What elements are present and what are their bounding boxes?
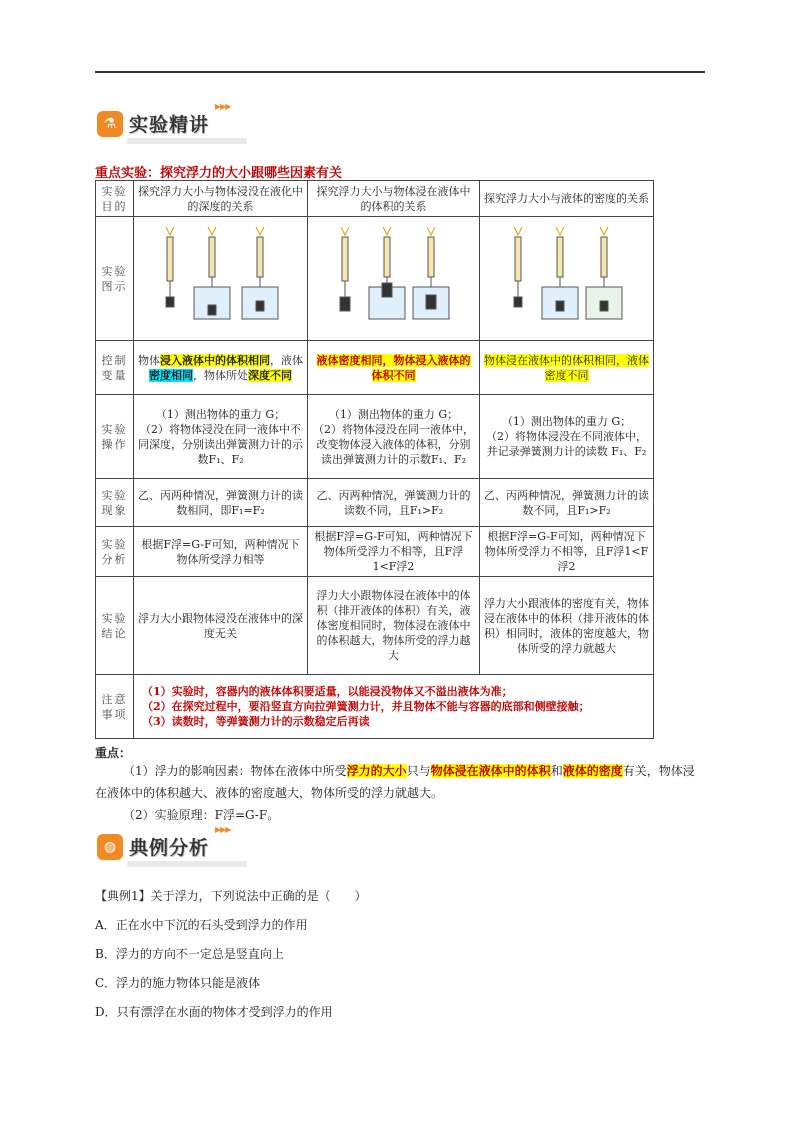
key-text: （1）浮力的影响因素：物体在液体中所受: [123, 764, 347, 778]
key-text: 和: [550, 764, 563, 778]
spring-scale-figure: [319, 221, 469, 337]
highlight-text: 物体浸在液体中的体积相同，液体密度不同: [484, 353, 649, 382]
arrows-icon: ▶▶▶: [215, 102, 231, 111]
cell-line: （2）将物体浸没在不同液体中，并记录弹簧测力计的读数 F₁、F₂: [486, 430, 647, 458]
table-cell: 根据F浮=G-F可知，两种情况下物体所受浮力相等: [134, 527, 308, 577]
cell-line: （2）将物体浸没在同一液体中不同深度，分别读出弹簧测力计的示数F₁、F₂: [138, 422, 303, 466]
section-title: 实验精讲: [129, 114, 210, 136]
table-cell: 探究浮力大小与物体浸没在液化中的深度的关系: [134, 181, 308, 217]
experiment-table: [95, 180, 654, 739]
experiment-title: 重点实验：探究浮力的大小跟哪些因素有关: [95, 166, 343, 181]
highlight-text: 深度不同: [248, 368, 292, 382]
section-header-examples: [97, 825, 231, 860]
table-cell: [134, 395, 308, 479]
key-text: 只与: [406, 764, 431, 778]
spring-scale-figure: [492, 221, 642, 337]
note-line: （1）实验时，容器内的液体体积要适量，以能浸没物体又不溢出液体为准；: [142, 685, 513, 698]
flask-icon: ⚗: [97, 111, 123, 137]
table-cell: 根据F浮=G-F可知，两种情况下物体所受浮力不相等，且F浮1<F浮2: [308, 527, 480, 577]
cell-line: （1）测出物体的重力 G；: [328, 407, 459, 421]
option-c: C．浮力的施力物体只能是液体: [95, 976, 261, 990]
key-points-label: 重点：: [95, 746, 132, 760]
question-stem: 【典例1】关于浮力，下列说法中正确的是（ ）: [95, 889, 367, 903]
table-cell: 乙、丙两种情况，弹簧测力计的读数不同，且F₁>F₂: [480, 479, 654, 527]
spring-scale-figure: [146, 221, 296, 337]
section-header-experiment: [97, 102, 231, 137]
note-line: （3）读数时，等弹簧测力计的示数稳定后再读: [142, 715, 370, 728]
table-cell: 乙、丙两种情况，弹簧测力计的读数不同，且F₁>F₂: [308, 479, 480, 527]
section-title: 典例分析: [129, 837, 210, 859]
option-a: A．正在水中下沉的石头受到浮力的作用: [95, 918, 308, 932]
table-row: [96, 395, 654, 479]
globe-icon: ◍: [97, 834, 123, 860]
option-d: D．只有漂浮在水面的物体才受到浮力的作用: [95, 1005, 333, 1019]
table-row: [96, 675, 654, 739]
table-cell: [134, 341, 308, 395]
figure-cell: [308, 217, 480, 341]
table-row: [96, 217, 654, 341]
table-row: [96, 479, 654, 527]
table-cell: 探究浮力大小与液体的密度的关系: [480, 181, 654, 217]
table-cell: 乙、丙两种情况，弹簧测力计的读数相同，即F₁=F₂: [134, 479, 308, 527]
highlight-text: 密度相同: [149, 368, 193, 382]
table-cell: [480, 341, 654, 395]
key-point-2: （2）实验原理：F浮=G-F。: [123, 808, 280, 822]
row-head: 实验目的: [96, 181, 134, 217]
table-row: [96, 181, 654, 217]
highlight-text: 液体密度相同，物体浸入液体的体积不同: [316, 353, 471, 382]
cell-line: （1）测出物体的重力 G；: [155, 407, 286, 421]
row-head: 实验操作: [96, 395, 134, 479]
table-row: [96, 341, 654, 395]
row-head: 实验分析: [96, 527, 134, 577]
row-head: 实验结论: [96, 577, 134, 675]
table-cell: 根据F浮=G-F可知，两种情况下物体所受浮力不相等，且F浮1<F浮2: [480, 527, 654, 577]
table-cell: 浮力大小跟物体浸在液体中的体积（排开液体的体积）有关，液体密度相同时，物体浸在液体中的体积越大，物体所受的浮力越大: [308, 577, 480, 675]
highlight-text: 物体浸在液体中的体积: [430, 764, 551, 778]
figure-cell: [480, 217, 654, 341]
title-underline: [127, 861, 247, 867]
arrows-icon: ▶▶▶: [215, 825, 231, 834]
cell-text: 物体: [138, 353, 160, 367]
table-cell: 浮力大小跟物体浸没在液体中的深度无关: [134, 577, 308, 675]
note-line: （2）在探究过程中，要沿竖直方向拉弹簧测力计，并且物体不能与容器的底部和侧壁接触；: [142, 700, 590, 713]
figure-cell: [134, 217, 308, 341]
table-cell: [308, 395, 480, 479]
cell-text: ，物体所处: [193, 368, 248, 382]
title-underline: [127, 138, 247, 144]
table-row: [96, 577, 654, 675]
key-text: 有关，物体浸在液体中的体积越大、液体的密度越大，物体所受的浮力就越大。: [95, 764, 695, 800]
cell-line: （1）测出物体的重力 G；: [501, 415, 632, 428]
row-head: 实验图示: [96, 217, 134, 341]
option-b: B．浮力的方向不一定总是竖直向上: [95, 947, 284, 961]
highlight-text: 浮力的大小: [346, 764, 407, 778]
notes-cell: [134, 675, 654, 739]
highlight-text: 液体的密度: [562, 764, 623, 778]
table-cell: 探究浮力大小与物体浸在液体中的体积的关系: [308, 181, 480, 217]
cell-line: （2）将物体浸没在同一液体中，改变物体浸入液体的体积，分别读出弹簧测力计的示数F₁、F₂: [313, 422, 474, 466]
top-rule: [95, 71, 705, 73]
key-point-1: [95, 760, 705, 804]
row-head: 实验现象: [96, 479, 134, 527]
table-cell: [308, 341, 480, 395]
row-head: 注意事项: [96, 675, 134, 739]
cell-text: ，液体: [270, 353, 303, 367]
table-cell: 浮力大小跟液体的密度有关，物体浸在液体中的体积（排开液体的体积）相同时，液体的密度越大，物体所受的浮力就越大: [480, 577, 654, 675]
table-row: [96, 527, 654, 577]
highlight-text: 浸入液体中的体积相同: [160, 353, 270, 367]
row-head: 控制变量: [96, 341, 134, 395]
table-cell: [480, 395, 654, 479]
